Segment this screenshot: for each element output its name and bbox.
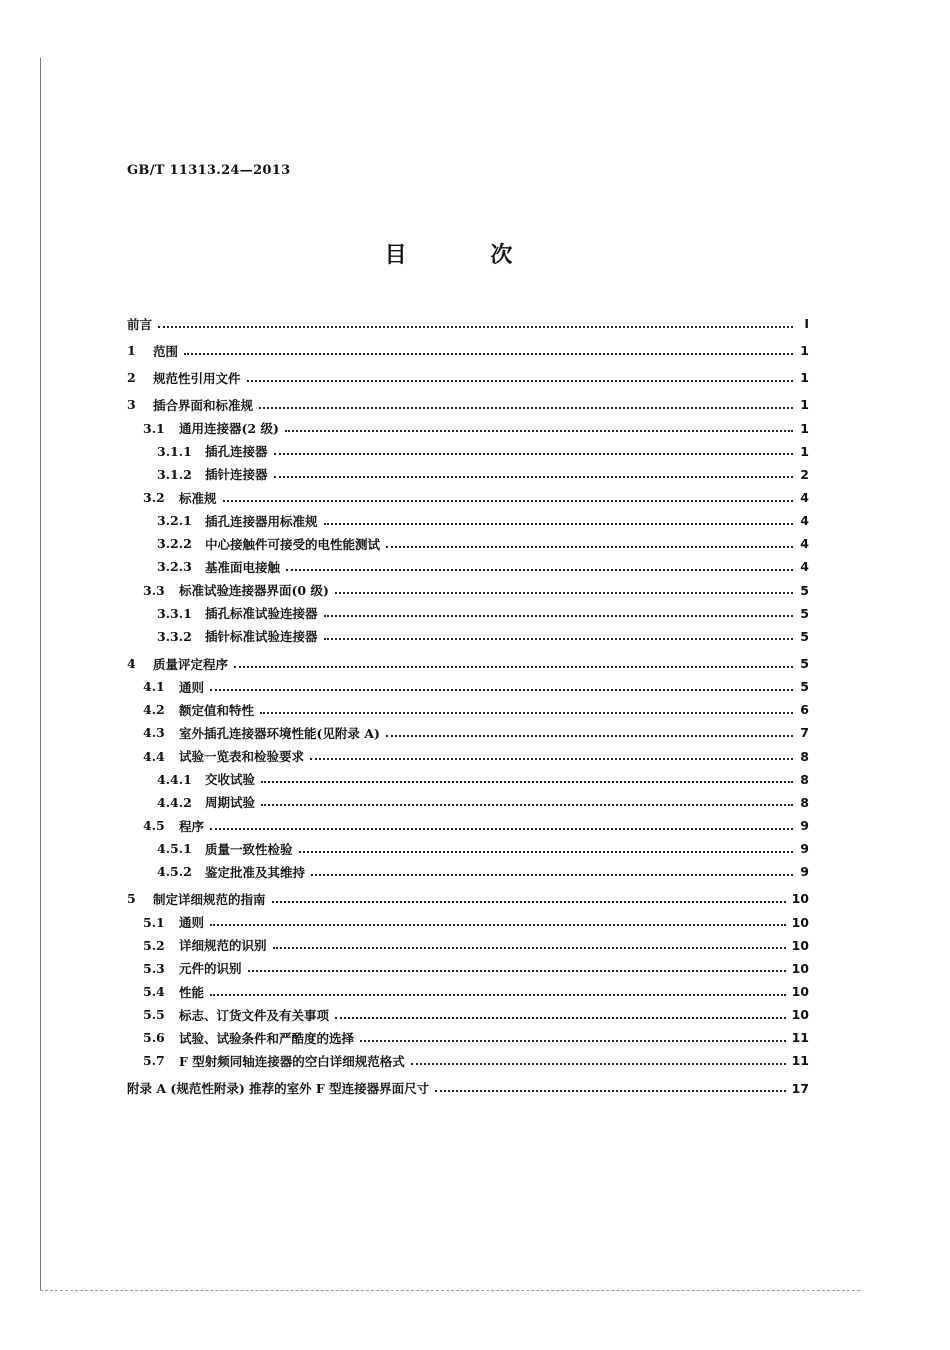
toc-entry-label: 试验一览表和检验要求 bbox=[179, 749, 305, 765]
toc-entry-number: 5.6 bbox=[143, 1030, 165, 1046]
toc-entry-label: 通则 bbox=[179, 679, 205, 695]
toc-entry-number: 2 bbox=[127, 370, 136, 386]
toc-entry-page: 5 bbox=[800, 628, 809, 644]
toc-entry-number: 4 bbox=[127, 656, 136, 672]
toc-entry-label: 性能 bbox=[179, 984, 205, 1000]
toc-entry[interactable] bbox=[127, 532, 809, 555]
toc-entry[interactable] bbox=[127, 911, 809, 934]
toc-entry-label: 质量评定程序 bbox=[153, 656, 229, 672]
toc-entry[interactable] bbox=[127, 366, 809, 389]
toc-entry[interactable] bbox=[127, 698, 809, 721]
toc-entry-page: 9 bbox=[800, 841, 809, 857]
toc-entry-number: 5.2 bbox=[143, 937, 165, 953]
toc-entry-page: 4 bbox=[800, 559, 809, 575]
toc-dot-leader bbox=[360, 1040, 786, 1042]
toc-dot-leader bbox=[234, 666, 793, 668]
toc-entry-page: 4 bbox=[800, 536, 809, 552]
toc-entry-number: 4.1 bbox=[143, 679, 165, 695]
toc-entry-label: 插孔连接器 bbox=[205, 444, 268, 460]
toc-dot-leader bbox=[248, 970, 786, 972]
toc-entry-page: 8 bbox=[800, 794, 809, 810]
toc-entry-number: 4.3 bbox=[143, 725, 165, 741]
toc-dot-leader bbox=[411, 1063, 786, 1065]
toc-entry-label: 标志、订货文件及有关事项 bbox=[179, 1007, 330, 1023]
toc-entry[interactable] bbox=[127, 486, 809, 509]
toc-entry-number: 5.5 bbox=[143, 1007, 165, 1023]
toc-entry-number: 3.2.2 bbox=[157, 536, 192, 552]
toc-entry-page: 10 bbox=[791, 891, 809, 907]
toc-dot-leader bbox=[310, 758, 793, 760]
toc-entry-label: 制定详细规范的指南 bbox=[153, 891, 266, 907]
toc-dot-leader bbox=[285, 430, 793, 432]
toc-entry-label: 范围 bbox=[153, 343, 179, 359]
page-title: 目 次 bbox=[384, 242, 551, 268]
toc-entry[interactable] bbox=[127, 440, 809, 463]
toc-entry-page: 7 bbox=[800, 725, 809, 741]
toc-entry[interactable] bbox=[127, 339, 809, 362]
toc-entry-page: 8 bbox=[800, 771, 809, 787]
toc-entry[interactable] bbox=[127, 463, 809, 486]
toc-dot-leader bbox=[158, 326, 793, 328]
toc-entry-label: 插针连接器 bbox=[205, 467, 268, 483]
toc-entry[interactable] bbox=[127, 1003, 809, 1026]
toc-entry[interactable] bbox=[127, 837, 809, 860]
toc-entry-page: 10 bbox=[791, 984, 809, 999]
toc-entry[interactable] bbox=[127, 652, 809, 675]
toc-entry-label: 额定值和特性 bbox=[179, 702, 255, 718]
toc-entry-number: 4.5.1 bbox=[157, 841, 192, 857]
toc-entry-number: 3.3.1 bbox=[157, 605, 192, 621]
toc-entry-number: 3.2.1 bbox=[157, 513, 192, 529]
toc-entry-page: 1 bbox=[800, 443, 809, 459]
bottom-margin-rule bbox=[40, 1290, 860, 1291]
toc-entry-label: 周期试验 bbox=[205, 795, 256, 811]
toc-entry-number: 4.4.2 bbox=[157, 794, 192, 810]
toc-entry-label: 插针标准试验连接器 bbox=[205, 629, 318, 645]
toc-entry-number: 5 bbox=[127, 891, 136, 907]
toc-entry-page: 10 bbox=[791, 937, 809, 953]
toc-entry-label: 质量一致性检验 bbox=[205, 841, 293, 857]
toc-dot-leader bbox=[299, 851, 793, 853]
toc-entry[interactable] bbox=[127, 1026, 809, 1049]
toc-dot-leader bbox=[311, 874, 793, 876]
toc-dot-leader bbox=[335, 1017, 786, 1019]
toc-dot-leader bbox=[210, 924, 786, 926]
toc-dot-leader bbox=[335, 592, 793, 594]
toc-entry-label: 规范性引用文件 bbox=[153, 370, 241, 386]
toc-dot-leader bbox=[261, 781, 793, 783]
toc-entry-label: 通用连接器(2 级) bbox=[179, 421, 279, 437]
toc-dot-leader bbox=[260, 712, 793, 714]
toc-entry[interactable] bbox=[127, 312, 809, 335]
toc-entry[interactable] bbox=[127, 509, 809, 532]
toc-dot-leader bbox=[184, 353, 793, 355]
toc-entry-page: 5 bbox=[800, 605, 809, 621]
toc-entry-page: 10 bbox=[791, 960, 809, 976]
toc-entry-page: 1 bbox=[800, 343, 809, 359]
standard-code: GB/T 11313.24—2013 bbox=[127, 163, 291, 178]
toc-entry[interactable] bbox=[127, 887, 809, 910]
toc-entry-page: 4 bbox=[800, 513, 809, 529]
toc-entry-page: 1 bbox=[800, 370, 809, 386]
toc-dot-leader bbox=[274, 453, 793, 455]
toc-entry-page: 9 bbox=[800, 864, 809, 880]
toc-dot-leader bbox=[324, 615, 793, 617]
toc-entry-number: 3.3 bbox=[143, 582, 165, 598]
toc-entry[interactable] bbox=[127, 957, 809, 980]
toc-entry[interactable] bbox=[127, 980, 809, 1003]
toc-entry-number: 5.7 bbox=[143, 1053, 165, 1069]
toc-entry[interactable] bbox=[127, 768, 809, 791]
toc-entry-page: 1 bbox=[800, 397, 809, 413]
toc-entry-number: 3.1.1 bbox=[157, 443, 192, 459]
toc-dot-leader bbox=[210, 689, 793, 691]
toc-entry-label: 元件的识别 bbox=[179, 961, 242, 977]
toc-entry[interactable] bbox=[127, 625, 809, 648]
toc-entry-page: 8 bbox=[800, 748, 809, 764]
toc-entry[interactable] bbox=[127, 393, 809, 416]
toc-entry-number: 4.2 bbox=[143, 702, 165, 718]
toc-entry[interactable] bbox=[127, 602, 809, 625]
toc-dot-leader bbox=[210, 994, 786, 996]
toc-entry-number: 4.5.2 bbox=[157, 864, 192, 880]
toc-dot-leader bbox=[324, 523, 793, 525]
toc-dot-leader bbox=[247, 380, 793, 382]
toc-entry-page: 17 bbox=[791, 1080, 809, 1096]
toc-dot-leader bbox=[259, 407, 793, 409]
toc-dot-leader bbox=[223, 500, 793, 502]
toc-entry-label: 前言 bbox=[127, 316, 153, 332]
toc-entry-label: 室外插孔连接器环境性能(见附录 A) bbox=[179, 725, 380, 741]
toc-entry-number: 3 bbox=[127, 397, 136, 413]
toc-dot-leader bbox=[386, 546, 793, 548]
toc-entry-label: 标准试验连接器界面(0 级) bbox=[179, 583, 329, 599]
toc-entry[interactable] bbox=[127, 791, 809, 814]
toc-dot-leader bbox=[286, 569, 793, 571]
toc-entry[interactable] bbox=[127, 814, 809, 837]
toc-entry-page: 6 bbox=[800, 702, 809, 718]
toc-entry[interactable] bbox=[127, 721, 809, 744]
toc-entry-number: 4.4 bbox=[143, 748, 165, 764]
toc-entry-page: 11 bbox=[791, 1053, 809, 1069]
toc-entry-page: 11 bbox=[791, 1030, 809, 1046]
toc-entry[interactable] bbox=[127, 417, 809, 440]
table-of-contents bbox=[127, 312, 809, 1100]
toc-dot-leader bbox=[324, 638, 793, 640]
toc-entry[interactable] bbox=[127, 860, 809, 883]
toc-dot-leader bbox=[435, 1090, 785, 1092]
toc-entry-number: 3.1 bbox=[143, 420, 165, 436]
toc-entry-number: 4.5 bbox=[143, 818, 165, 834]
toc-dot-leader bbox=[386, 735, 793, 737]
toc-dot-leader bbox=[210, 828, 793, 830]
toc-entry-label: 程序 bbox=[179, 818, 205, 834]
toc-entry-label: 插孔连接器用标准规 bbox=[205, 513, 318, 529]
toc-entry-label: 通则 bbox=[179, 915, 205, 931]
toc-entry[interactable] bbox=[127, 579, 809, 602]
toc-entry-label: 试验、试验条件和严酷度的选择 bbox=[179, 1030, 355, 1046]
toc-entry-number: 3.2 bbox=[143, 490, 165, 506]
toc-entry-page: 4 bbox=[800, 490, 809, 506]
toc-entry[interactable] bbox=[127, 1077, 809, 1100]
toc-entry-label: 详细规范的识别 bbox=[179, 938, 267, 954]
toc-dot-leader bbox=[274, 476, 793, 478]
toc-entry-label: 基准面电接触 bbox=[205, 559, 281, 575]
toc-entry-number: 5.4 bbox=[143, 984, 165, 999]
toc-entry-number: 5.1 bbox=[143, 914, 165, 930]
toc-entry[interactable] bbox=[127, 1049, 809, 1072]
toc-dot-leader bbox=[273, 947, 786, 949]
toc-entry-label: 插合界面和标准规 bbox=[153, 397, 254, 413]
toc-entry-label: 鉴定批准及其维持 bbox=[205, 864, 306, 880]
toc-entry-page: 1 bbox=[800, 420, 809, 436]
toc-entry[interactable] bbox=[127, 934, 809, 957]
toc-entry-number: 5.3 bbox=[143, 960, 165, 976]
toc-dot-leader bbox=[272, 901, 786, 903]
toc-entry-label: 插孔标准试验连接器 bbox=[205, 606, 318, 622]
toc-entry-number: 4.4.1 bbox=[157, 771, 192, 787]
toc-entry-label: 中心接触件可接受的电性能测试 bbox=[205, 536, 381, 552]
toc-entry-page: 5 bbox=[800, 582, 809, 598]
toc-entry-label: 附录 A (规范性附录) 推荐的室外 F 型连接器界面尺寸 bbox=[127, 1081, 430, 1097]
toc-entry-label: F 型射频同轴连接器的空白详细规范格式 bbox=[179, 1053, 405, 1069]
toc-entry-number: 3.2.3 bbox=[157, 559, 192, 575]
toc-entry[interactable] bbox=[127, 555, 809, 578]
toc-entry-page: I bbox=[804, 316, 809, 332]
toc-entry-page: 10 bbox=[791, 1007, 809, 1023]
toc-entry-number: 3.1.2 bbox=[157, 466, 192, 482]
toc-entry-page: 5 bbox=[800, 679, 809, 695]
toc-entry-page: 9 bbox=[800, 818, 809, 834]
toc-dot-leader bbox=[261, 804, 793, 806]
toc-entry-number: 1 bbox=[127, 343, 136, 359]
toc-entry-number: 3.3.2 bbox=[157, 628, 192, 644]
toc-entry-label: 标准规 bbox=[179, 490, 217, 506]
toc-entry-page: 10 bbox=[791, 914, 809, 930]
toc-entry-page: 2 bbox=[800, 466, 809, 482]
toc-entry[interactable] bbox=[127, 675, 809, 698]
toc-entry[interactable] bbox=[127, 745, 809, 768]
toc-entry-page: 5 bbox=[800, 656, 809, 672]
toc-entry-label: 交收试验 bbox=[205, 772, 256, 788]
